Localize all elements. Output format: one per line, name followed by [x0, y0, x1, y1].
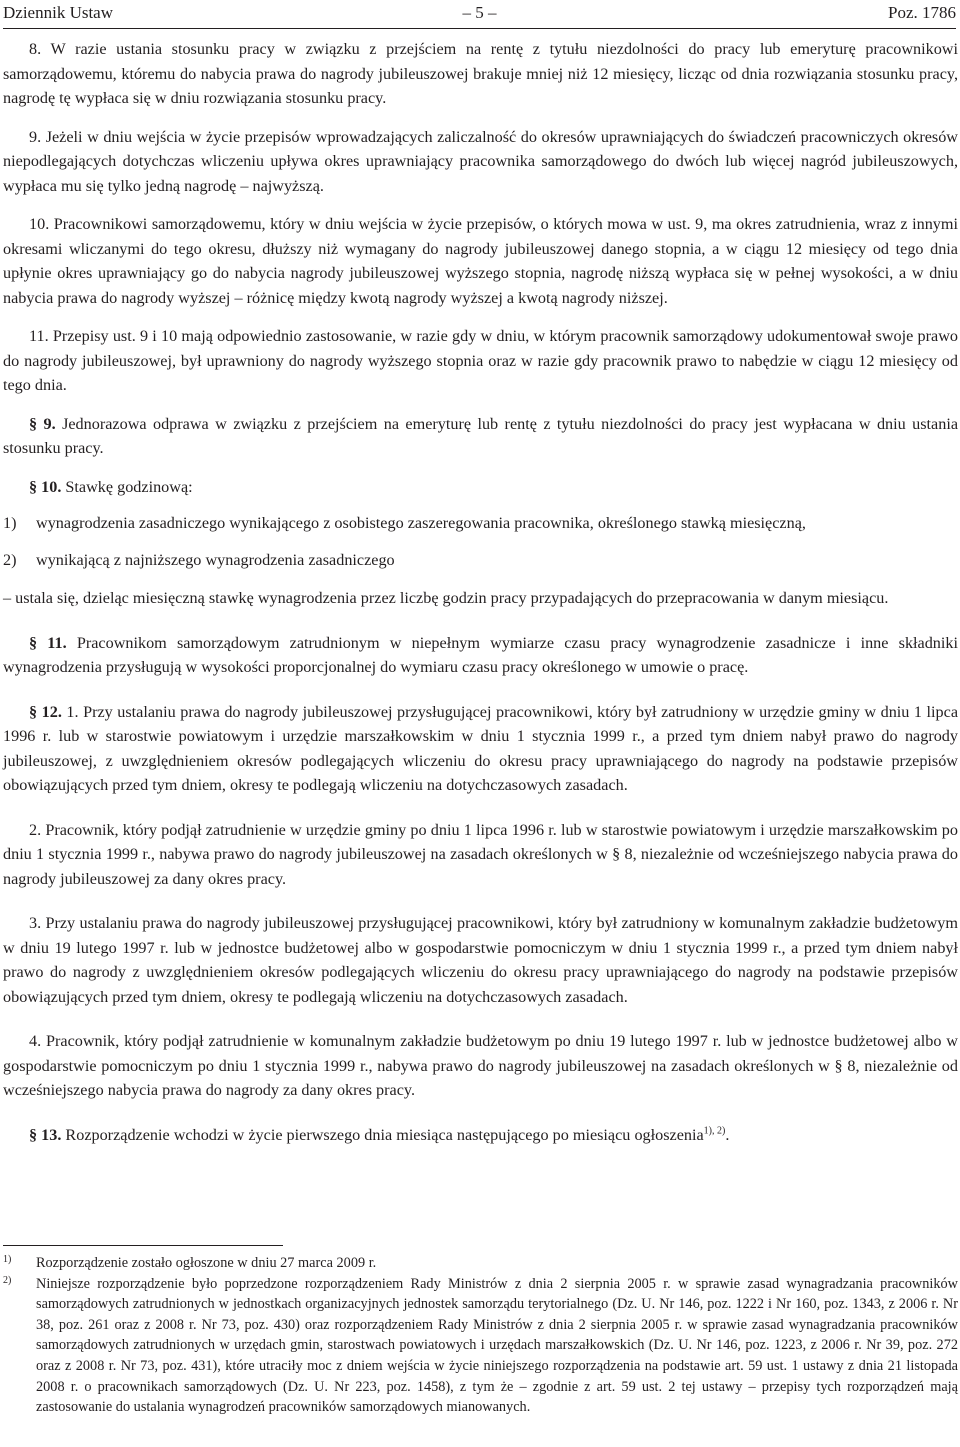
paragraph-8: 8. W razie ustania stosunku pracy w związku z przejściem na rentę z tytułu niezdolności do pracy lub emeryturę pracownikowi samorządowemu, któremu do nabycia prawa do nagrody jubileuszowej brakuje mniej niż 12 miesięcy, licząc od dnia rozwiązania stosunku pracy, nagrodę tę wypłaca się w dniu rozwiązania stosunku pracy. [3, 40, 958, 107]
paragraph-10: 10. Pracownikowi samorządowemu, który w dniu wejścia w życie przepisów, o których mowa w ust. 9, ma okres zatrudnienia, wraz z innymi okresami wliczanymi do tego okresu, dłuższy niż wymagany do nagrody jubileuszowej danego stopnia, a w ciągu 12 miesięcy od tego dnia upłynie okres uprawniający go do nabycia nagrody jubileuszowej wyższego stopnia, nagrodę niższą wypłaca się w pełnej wysokości, a w dniu nabycia prawa do nagrody wyższej – różnicę między kwotą nagrody wyższej a kwotą nagrody niższej. [3, 215, 958, 307]
list-item-number: 1) [3, 514, 17, 532]
section-12-text-1: 1. Przy ustalaniu prawa do nagrody jubileuszowej przysługującej pracownikowi, który był zatrudniony w urzędzie gminy w dniu 1 lipca 1996 r. lub w starostwie powiatowym i urzędzie marszałkowskim w dniu 1 stycznia 1999 r., a przed tym dniem nabył prawo do nagrody jubileuszowej, z uwzględnieniem okresów podlegających wliczeniu do okresu pracy uprawniającego do nagrody na podstawie przepisów obowiązujących przed tym dniem, okresy te podlegają wliczeniu na dotychczasowych zasadach. [3, 702, 958, 794]
section-9-mark: § 9. [29, 414, 56, 433]
list-item-text: wynikającą z najniższego wynagrodzenia zasadniczego [36, 550, 395, 569]
section-10-text: Stawkę godzinową: [61, 477, 193, 496]
section-12-paragraph-2: 2. Pracownik, który podjął zatrudnienie w urzędzie gminy po dniu 1 lipca 1996 r. lub w starostwie powiatowym i urzędzie marszałkowskim po dniu 1 stycznia 1999 r., nabywa prawo do nagrody jubileuszowej na zasadach określonych w § 8, niezależnie od wcześniejszego nabycia prawa do nagrody jubileuszowej za dany okres pracy. [3, 820, 958, 888]
paragraph-11: 11. Przepisy ust. 9 i 10 mają odpowiednio zastosowanie, w razie gdy w dniu, w którym pracownik samorządowy udokumentował swoje prawo do nagrody jubileuszowej, był uprawniony do nagrody wyższego stopnia oraz w razie gdy pracownik prawo to nabędzie w ciągu 12 miesięcy od tego dnia. [3, 327, 958, 394]
section-11-text: Pracownikom samorządowym zatrudnionym w niepełnym wymiarze czasu pracy wynagrodzenie zasadnicze i inne składniki wynagrodzenia przysługują w wysokości proporcjonalnej do wymiaru czasu pracy określonego w umowie o pracę. [3, 633, 958, 676]
section-10 [3, 475, 958, 500]
section-13-text: Rozporządzenie wchodzi w życie pierwszego dnia miesiąca następującego po miesiącu ogłoszenia [61, 1125, 704, 1144]
section-11-mark: § 11. [29, 633, 67, 652]
section-9 [3, 412, 958, 461]
footnote-mark: 1) [3, 1254, 12, 1265]
section-13-end: . [725, 1125, 730, 1144]
section-10-mark: § 10. [29, 477, 62, 496]
list-item [3, 548, 958, 573]
page-number: – 5 – [462, 3, 497, 22]
list-item [3, 511, 958, 536]
footnote-reference[interactable]: 1), 2) [703, 1125, 726, 1137]
paragraph-9: 9. Jeżeli w dniu wejścia w życie przepisów wprowadzających zaliczalność do okresów uprawniających do świadczeń pracowniczych okresów niepodlegających dotychczas wliczeniu upływa okres uprawniający pracownika samorządowego do dwóch lub więcej nagród jubileuszowych, wypłaca mu się tylko jedną nagrodę – najwyższą. [3, 127, 958, 195]
position-number: Poz. 1786 [888, 3, 956, 22]
footnotes [3, 1253, 958, 1418]
section-9-text: Jednorazowa odprawa w związku z przejściem na emeryturę lub rentę z tytułu niezdolności do pracy jest wypłacana w dniu ustania stosunku pracy. [3, 414, 958, 457]
footnote-text: Rozporządzenie zostało ogłoszone w dniu 27 marca 2009 r. [36, 1255, 377, 1271]
list-item-number: 2) [3, 550, 17, 569]
section-11 [3, 631, 958, 680]
document-body [3, 37, 958, 1147]
section-12-mark: § 12. [29, 702, 62, 721]
list-item-text: wynagrodzenia zasadniczego wynikającego z osobistego zaszeregowania pracownika, określonego stawką miesięczną, [36, 514, 806, 532]
page-header [3, 2, 956, 29]
section-12-paragraph-3: 3. Przy ustalaniu prawa do nagrody jubileuszowej przysługującej pracownikowi, który był zatrudniony w komunalnym zakładzie budżetowym w dniu 19 lutego 1997 r. lub w jednostce budżetowej albo w gospodarstwie pomocniczym w dniu 1 stycznia 1999 r., a przed tym dniem nabył prawo do nagrody z uwzględnieniem okresów podlegających wliczeniu do okresu pracy uprawniającego do nagrody na podstawie przepisów obowiązujących przed tym dniem, okresy te podlegają wliczeniu na dotychczasowych zasadach. [3, 914, 958, 1006]
section-13-mark: § 13. [29, 1125, 62, 1144]
footnote-separator [3, 1245, 283, 1246]
journal-title: Dziennik Ustaw [3, 3, 114, 22]
section-12-paragraph-4: 4. Pracownik, który podjął zatrudnienie w komunalnym zakładzie budżetowym po dniu 19 lutego 1997 r. lub w jednostce budżetowej albo w gospodarstwie pomocniczym po dniu 1 stycznia 1999 r., nabywa prawo do nagrody jubileuszowej na zasadach określonych w § 8, niezależnie od wcześniejszego nabycia prawa do nagrody za dany okres pracy. [3, 1032, 958, 1099]
section-12-paragraph-1 [3, 700, 958, 798]
section-13 [3, 1123, 958, 1148]
footnote [3, 1253, 958, 1274]
footnote-mark: 2) [3, 1274, 12, 1286]
footnote-text: Niniejsze rozporządzenie było poprzedzone rozporządzeniem Rady Ministrów z dnia 2 sierpnia 2005 r. w sprawie zasad wynagradzania pracowników samorządowych zatrudnionych w jednostkach organizacyjnych jednostek samorządu terytorialnego (Dz. U. Nr 146, poz. 1222 i Nr 160, poz. 1343, z 2006 r. Nr 38, poz. 261 oraz z 2008 r. Nr 73, poz. 430) oraz rozporządzeniem Rady Ministrów z dnia 2 sierpnia 2005 r. w sprawie zasad wynagradzania pracowników samorządowych zatrudnionych w urzędach gmin, starostwach powiatowych i urzędach marszałkowskich (Dz. U. Nr 146, poz. 1223, z 2006 r. Nr 39, poz. 272 oraz z 2008 r. Nr 73, poz. 431), które utraciły moc z dniem wejścia w życie niniejszego rozporządzenia na podstawie art. 59 ust. 1 ustawy z dnia 21 listopada 2008 r. o pracownikach samorządowych (Dz. U. Nr 223, poz. 1458), z tym że – zgodnie z art. 59 ust. 2 tej ustawy – przepisy tych rozporządzeń mają zastosowanie do ustalania wynagrodzeń pracowników samorządowych mianowanych. [36, 1275, 958, 1416]
footnote [3, 1274, 958, 1418]
section-10-closing: – ustala się, dzieląc miesięczną stawkę wynagrodzenia przez liczbę godzin pracy przypadających do przepracowania w danym miesiącu. [3, 589, 889, 607]
